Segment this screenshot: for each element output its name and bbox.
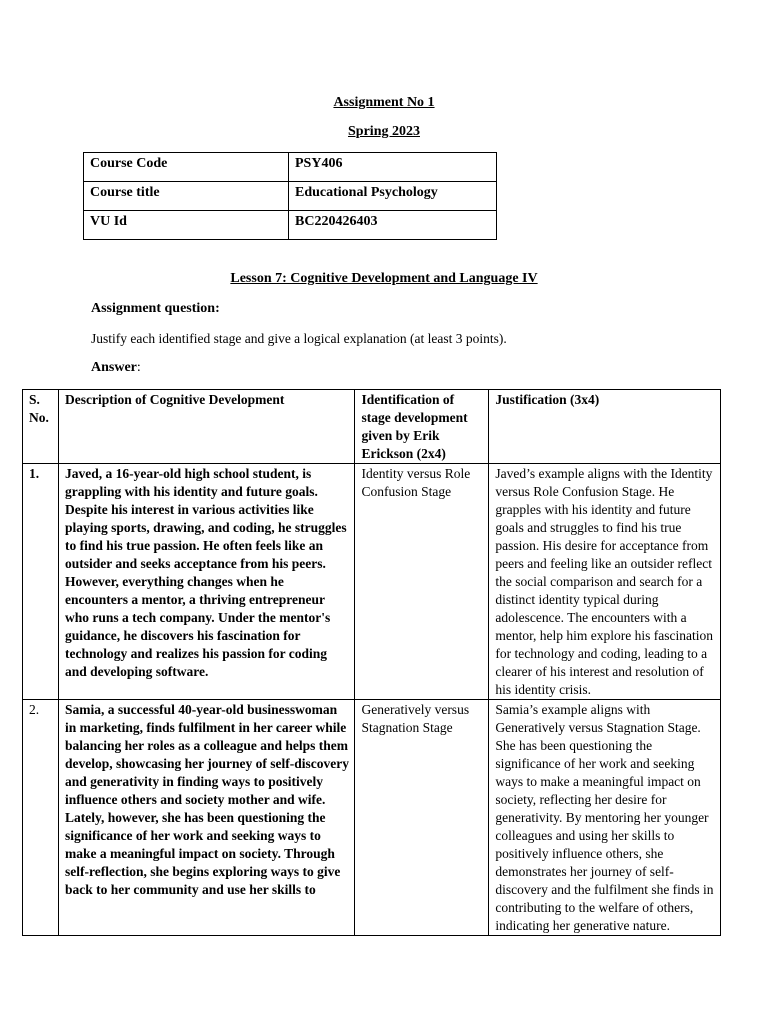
row-stage: Identity versus Role Confusion Stage — [355, 464, 489, 700]
row-stage: Generatively versus Stagnation Stage — [355, 700, 489, 936]
table-row — [23, 464, 721, 700]
row-justification: Samia’s example aligns with Generatively versus Stagnation Stage. She has been questioning the significance of her work and seeking ways to make a meaningful impact on society, reflecting her desire for generativity. By mentoring her younger colleagues and using her skills to positively influence others, she demonstrates her journey of self-discovery and the fulfilment she finds in contributing to the welfare of others, indicating her generative nature. — [489, 700, 721, 936]
row-sno: 2. — [23, 700, 59, 936]
info-label: VU Id — [84, 211, 289, 240]
assignment-title: Assignment No 1 — [333, 95, 435, 110]
info-row — [84, 182, 497, 211]
row-justification: Javed’s example aligns with the Identity versus Role Confusion Stage. He grapples with his identity and future goals and struggles to find his true passion. His desire for acceptance from peers and feeling like an outsider reflect the social comparison and search for a distinct identity typical during adolescence. The encounters with a mentor, help him explore his fascination for technology and coding, leading to a clearer of his interest and resolution of his identity crisis. — [489, 464, 721, 700]
header-stage: Identification of stage development given by Erik Erickson (2x4) — [355, 390, 489, 464]
header-description: Description of Cognitive Development — [58, 390, 355, 464]
info-label: Course Code — [84, 153, 289, 182]
question-text: Justify each identified stage and give a logical explanation (at least 3 points). — [91, 331, 507, 346]
header-justification: Justification (3x4) — [489, 390, 721, 464]
answer-colon: : — [136, 360, 141, 375]
info-value: Educational Psychology — [289, 182, 497, 211]
info-value: PSY406 — [289, 153, 497, 182]
lesson-title: Lesson 7: Cognitive Development and Language IV — [230, 271, 538, 286]
answer-table — [22, 389, 721, 936]
row-description: Samia, a successful 40-year-old businesswoman in marketing, finds fulfilment in her career while balancing her roles as a colleague and helps them develop, showcasing her journey of self-discovery and generativity in finding ways to positively influence others and society mother and wife. Lately, however, she has been questioning the significance of her work and seeking ways to make a meaningful impact on society. Through self-reflection, she begins exploring ways to give back to her community and use her skills to — [58, 700, 355, 936]
info-value: BC220426403 — [289, 211, 497, 240]
semester-title: Spring 2023 — [348, 124, 420, 139]
header-sno: S. No. — [23, 390, 59, 464]
info-label: Course title — [84, 182, 289, 211]
info-row — [84, 153, 497, 182]
table-row — [23, 700, 721, 936]
info-row — [84, 211, 497, 240]
row-sno: 1. — [23, 464, 59, 700]
answer-label-text: Answer — [91, 360, 137, 375]
course-info-table — [83, 152, 497, 240]
table-header-row — [23, 390, 721, 464]
row-description: Javed, a 16-year-old high school student, is grappling with his identity and future goals. Despite his interest in various activities like playing sports, drawing, and coding, he struggles to find his true passion. He often feels like an outsider and seeks acceptance from his peers. However, everything changes when he encounters a mentor, a thriving entrepreneur who runs a tech company. Under the mentor's guidance, he discovers his fascination for technology and realizes his passion for coding and developing software. — [58, 464, 355, 700]
answer-label — [91, 360, 141, 376]
question-label: Assignment question: — [91, 301, 220, 316]
